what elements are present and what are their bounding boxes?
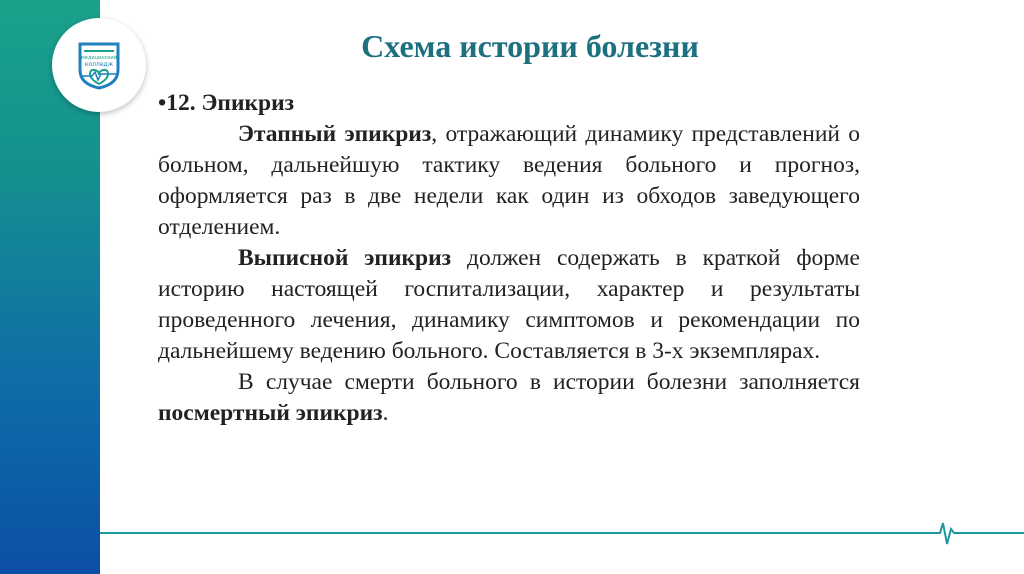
paragraph-posthumous-epicrisis bbox=[158, 367, 860, 429]
item-heading: •12. Эпикриз bbox=[158, 90, 295, 116]
logo-badge bbox=[52, 18, 146, 112]
text-posthumous-end: . bbox=[382, 400, 389, 426]
slide-title: Схема истории болезни bbox=[361, 28, 699, 64]
slide-body bbox=[158, 88, 860, 429]
paragraph-stage-epicrisis bbox=[158, 119, 860, 243]
term-stage-epicrisis: Этапный эпикриз bbox=[238, 121, 432, 147]
text-stage-epicrisis: , отражающий динамику представлений о больном, дальнейшую тактику ведения больного и прогноз, оформляется раз в две недели как один из обходов заведующего отделением. bbox=[158, 121, 860, 240]
text-posthumous-epicrisis: В случае смерти больного в истории болезни заполняется bbox=[238, 369, 860, 395]
college-logo-icon bbox=[74, 40, 124, 90]
text-discharge-epicrisis: должен содержать в краткой форме историю настоящей госпитализации, характер и результаты проведенного лечения, динамику симптомов и рекомендации по дальнейшему ведению больного. Составляется в 3-х экземплярах. bbox=[158, 245, 860, 364]
logo-text-line2: колледж bbox=[84, 61, 114, 68]
term-discharge-epicrisis: Выписной эпикриз bbox=[238, 245, 452, 271]
paragraph-discharge-epicrisis bbox=[158, 243, 860, 367]
term-posthumous-epicrisis: посмертный эпикриз bbox=[158, 400, 383, 426]
logo-text-line1: медицинский bbox=[81, 55, 117, 61]
heartbeat-divider-line bbox=[100, 520, 1024, 550]
